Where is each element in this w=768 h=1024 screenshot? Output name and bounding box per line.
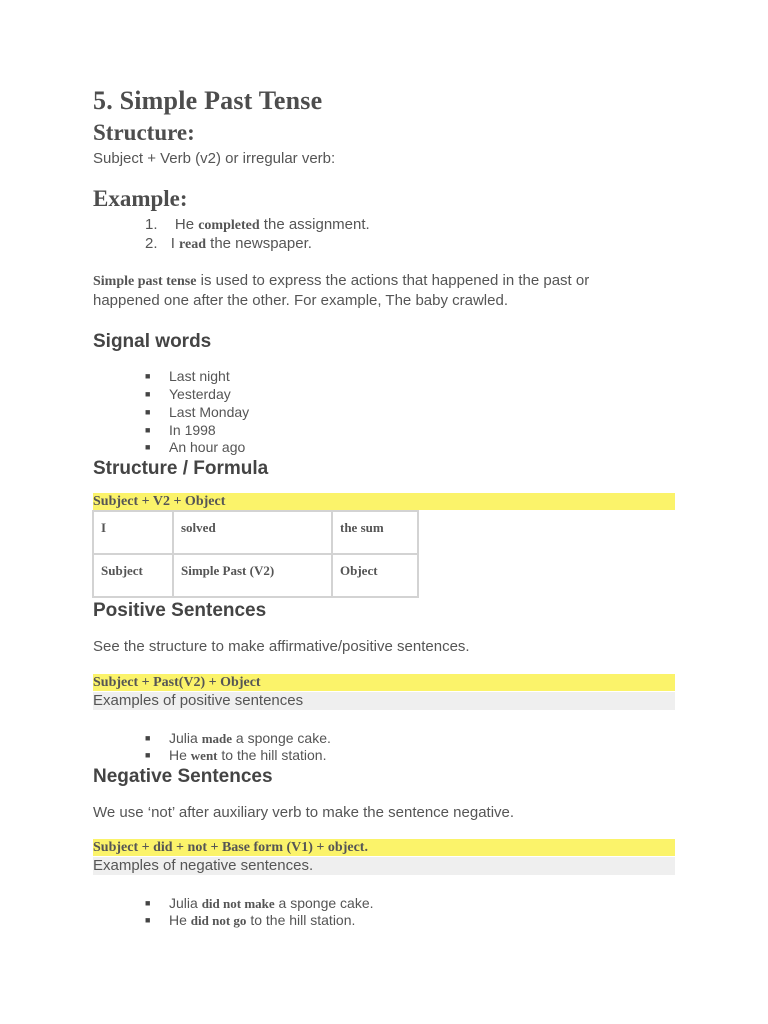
positive-heading: Positive Sentences — [93, 600, 267, 621]
page-title: 5. Simple Past Tense — [93, 86, 323, 115]
list-item — [145, 235, 312, 253]
list-item — [169, 912, 355, 929]
item-bold: did not go — [190, 913, 247, 928]
bullet-icon: ■ — [145, 407, 151, 417]
item-text: a sponge cake. — [274, 895, 374, 911]
list-item: An hour ago — [169, 439, 246, 455]
positive-highlight: Subject + Past(V2) + Object — [93, 674, 675, 691]
negative-intro: We use ‘not’ after auxiliary verb to make the sentence negative. — [93, 804, 515, 821]
item-text: to the hill station. — [246, 912, 356, 928]
table-cell: Simple Past (V2) — [173, 554, 332, 597]
definition-paragraph — [93, 271, 653, 310]
example-heading: Example: — [93, 186, 188, 211]
structure-heading: Structure: — [93, 120, 195, 145]
item-bold: went — [190, 748, 218, 763]
table-cell: Subject — [93, 554, 173, 597]
positive-examples-label: Examples of positive sentences — [93, 692, 675, 710]
item-text: He — [169, 747, 191, 763]
item-bold: completed — [198, 218, 260, 233]
list-item: Last Monday — [169, 404, 250, 420]
table-row — [93, 511, 418, 554]
item-text: the assignment. — [259, 216, 370, 233]
table-cell: Object — [332, 554, 418, 597]
item-text: a sponge cake. — [232, 730, 331, 746]
item-text: He — [169, 912, 191, 928]
list-item — [169, 747, 326, 764]
bullet-icon: ■ — [145, 750, 151, 760]
definition-text: is used to express the actions that happened in the past or happened one after the other. For example, The baby crawled. — [93, 272, 590, 309]
bullet-icon: ■ — [145, 371, 151, 381]
structure-table — [92, 510, 419, 598]
negative-highlight: Subject + did + not + Base form (V1) + object. — [93, 839, 675, 856]
list-number: 1. — [145, 216, 158, 233]
structure-text: Subject + Verb (v2) or irregular verb: — [93, 150, 336, 167]
list-item — [169, 730, 331, 747]
table-cell: the sum — [332, 511, 418, 554]
bullet-icon: ■ — [145, 442, 151, 452]
formula-heading: Structure / Formula — [93, 458, 269, 479]
list-item — [145, 216, 370, 234]
item-bold: read — [179, 237, 206, 252]
negative-examples-label: Examples of negative sentences. — [93, 857, 675, 875]
item-bold: made — [201, 731, 233, 746]
bullet-icon: ■ — [145, 425, 151, 435]
bullet-icon: ■ — [145, 915, 151, 925]
list-item: In 1998 — [169, 422, 216, 438]
bullet-icon: ■ — [145, 389, 151, 399]
table-cell: solved — [173, 511, 332, 554]
bullet-icon: ■ — [145, 898, 151, 908]
item-bold: did not make — [201, 896, 275, 911]
negative-heading: Negative Sentences — [93, 766, 273, 787]
definition-term: Simple past tense — [93, 274, 197, 289]
item-text: Julia — [169, 895, 202, 911]
item-text: I — [170, 235, 180, 252]
table-cell: I — [93, 511, 173, 554]
list-item — [169, 895, 374, 912]
table-row — [93, 554, 418, 597]
bullet-icon: ■ — [145, 733, 151, 743]
signal-words-heading: Signal words — [93, 331, 212, 352]
list-number: 2. — [145, 235, 158, 252]
list-item: Last night — [169, 368, 230, 384]
item-text: the newspaper. — [206, 235, 312, 252]
positive-intro: See the structure to make affirmative/positive sentences. — [93, 638, 470, 655]
item-text: He — [170, 216, 199, 233]
list-item: Yesterday — [169, 386, 231, 402]
item-text: to the hill station. — [217, 747, 327, 763]
item-text: Julia — [169, 730, 202, 746]
formula-highlight: Subject + V2 + Object — [93, 493, 675, 510]
